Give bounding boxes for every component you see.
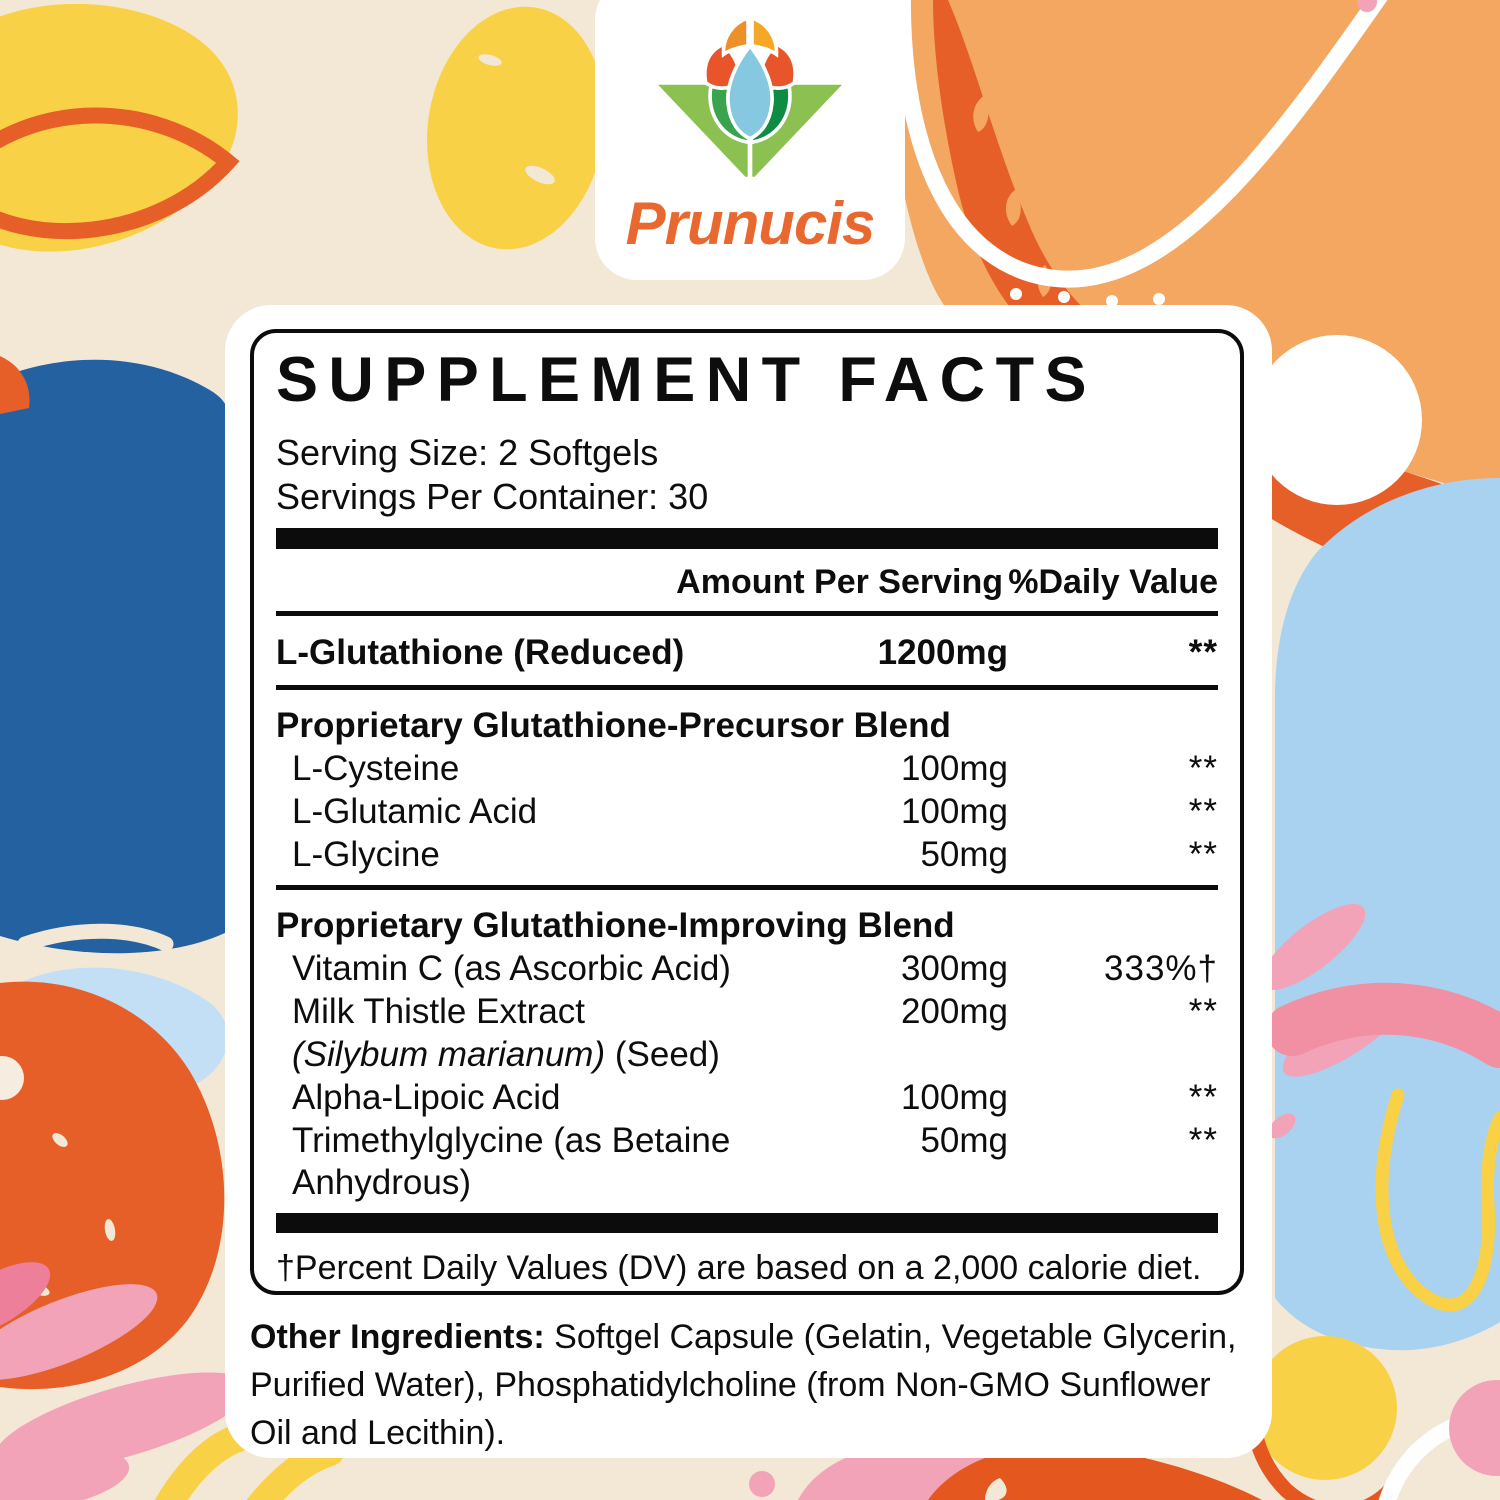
- ingredient-amount: 1200mg: [877, 633, 1008, 672]
- white-dot: [1010, 288, 1022, 300]
- column-header-row: [276, 549, 1218, 616]
- plant-part: (Seed): [605, 1035, 720, 1074]
- ingredient-dv: **: [1188, 1121, 1218, 1160]
- table-row: [276, 948, 1218, 990]
- supplement-facts-box: [250, 329, 1244, 1295]
- white-circle: [1252, 335, 1422, 505]
- ingredient-dv: **: [1188, 749, 1218, 788]
- ingredient-name: Vitamin C (as Ascorbic Acid): [292, 949, 731, 988]
- ingredient-name: Trimethylglycine (as Betaine Anhydrous): [292, 1121, 731, 1202]
- ingredient-amount: 50mg: [920, 835, 1008, 874]
- table-row: [276, 748, 1218, 790]
- ingredient-dv: **: [1188, 633, 1218, 672]
- other-ingredients: [250, 1313, 1258, 1457]
- ingredient-amount: 200mg: [900, 992, 1008, 1031]
- yellow-brush-circle: [410, 0, 622, 262]
- pink-circle: [1449, 1380, 1500, 1476]
- white-dot: [1058, 291, 1070, 303]
- ingredient-dv: **: [1188, 835, 1218, 874]
- thick-bar-bottom: [276, 1213, 1218, 1233]
- table-row: [276, 991, 1218, 1033]
- section-header: Proprietary Glutathione-Precursor Blend: [276, 706, 951, 745]
- orange-sliver-left: [0, 356, 30, 414]
- dv-column-header: %Daily Value: [1008, 563, 1218, 601]
- brand-flower-icon: [644, 14, 856, 186]
- ingredient-dv: **: [1188, 1078, 1218, 1117]
- table-row: [276, 834, 1218, 876]
- section-divider: [276, 885, 1218, 890]
- brand-logo-card: [595, 0, 905, 280]
- latin-name: (Silybum marianum): [292, 1035, 606, 1074]
- ingredient-amount: 100mg: [900, 749, 1008, 788]
- other-ingredients-label: Other Ingredients:: [250, 1318, 545, 1356]
- facts-title: SUPPLEMENT FACTS: [276, 345, 1097, 415]
- table-row: [276, 1120, 1218, 1204]
- ingredient-dv: **: [1188, 792, 1218, 831]
- dark-blue-blob: [0, 360, 235, 953]
- white-dot: [1153, 293, 1165, 305]
- footnote-dv: †Percent Daily Values (DV) are based on a 2,000 calorie diet.: [276, 1249, 1202, 1287]
- ingredient-name: Milk Thistle Extract: [292, 992, 586, 1031]
- amount-column-header: Amount Per Serving: [676, 563, 1003, 601]
- yellow-wedge: [1253, 1336, 1397, 1480]
- thick-bar-top: [276, 528, 1218, 549]
- ingredient-amount: 100mg: [900, 792, 1008, 831]
- table-row: [276, 1034, 1218, 1076]
- brand-name: Prunucis: [625, 190, 875, 257]
- ingredient-name: L-Glutamic Acid: [292, 792, 538, 831]
- ingredient-name: [276, 1034, 858, 1076]
- supplement-facts-card: [225, 305, 1272, 1458]
- ingredient-name: L-Glycine: [292, 835, 440, 874]
- table-row: [276, 616, 1218, 690]
- serving-size: Serving Size: 2 Softgels: [276, 432, 659, 473]
- other-ingredients-text: Softgel Capsule (Gelatin, Vegetable Glycerin, Purified Water), Phosphatidylcholine (from Non-GMO Sunflower Oil and Lecithin).: [250, 1318, 1237, 1452]
- ingredient-name: L-Cysteine: [292, 749, 460, 788]
- ingredient-amount: 300mg: [900, 949, 1008, 988]
- ingredient-dv: 333%†: [1104, 949, 1218, 988]
- section-header: Proprietary Glutathione-Improving Blend: [276, 906, 955, 945]
- yellow-stripe: [168, 1438, 238, 1500]
- ingredient-amount: 100mg: [900, 1078, 1008, 1117]
- ingredient-amount: 50mg: [920, 1121, 1008, 1160]
- ingredient-name: Alpha-Lipoic Acid: [292, 1078, 561, 1117]
- yellow-stripe: [258, 1452, 330, 1500]
- ingredient-dv: **: [1188, 992, 1218, 1031]
- footnote-not-established: [276, 1290, 1218, 1295]
- ingredient-name: L-Glutathione (Reduced): [276, 633, 685, 672]
- table-row: [276, 1077, 1218, 1119]
- servings-per-container: Servings Per Container: 30: [276, 476, 709, 517]
- table-row: [276, 791, 1218, 833]
